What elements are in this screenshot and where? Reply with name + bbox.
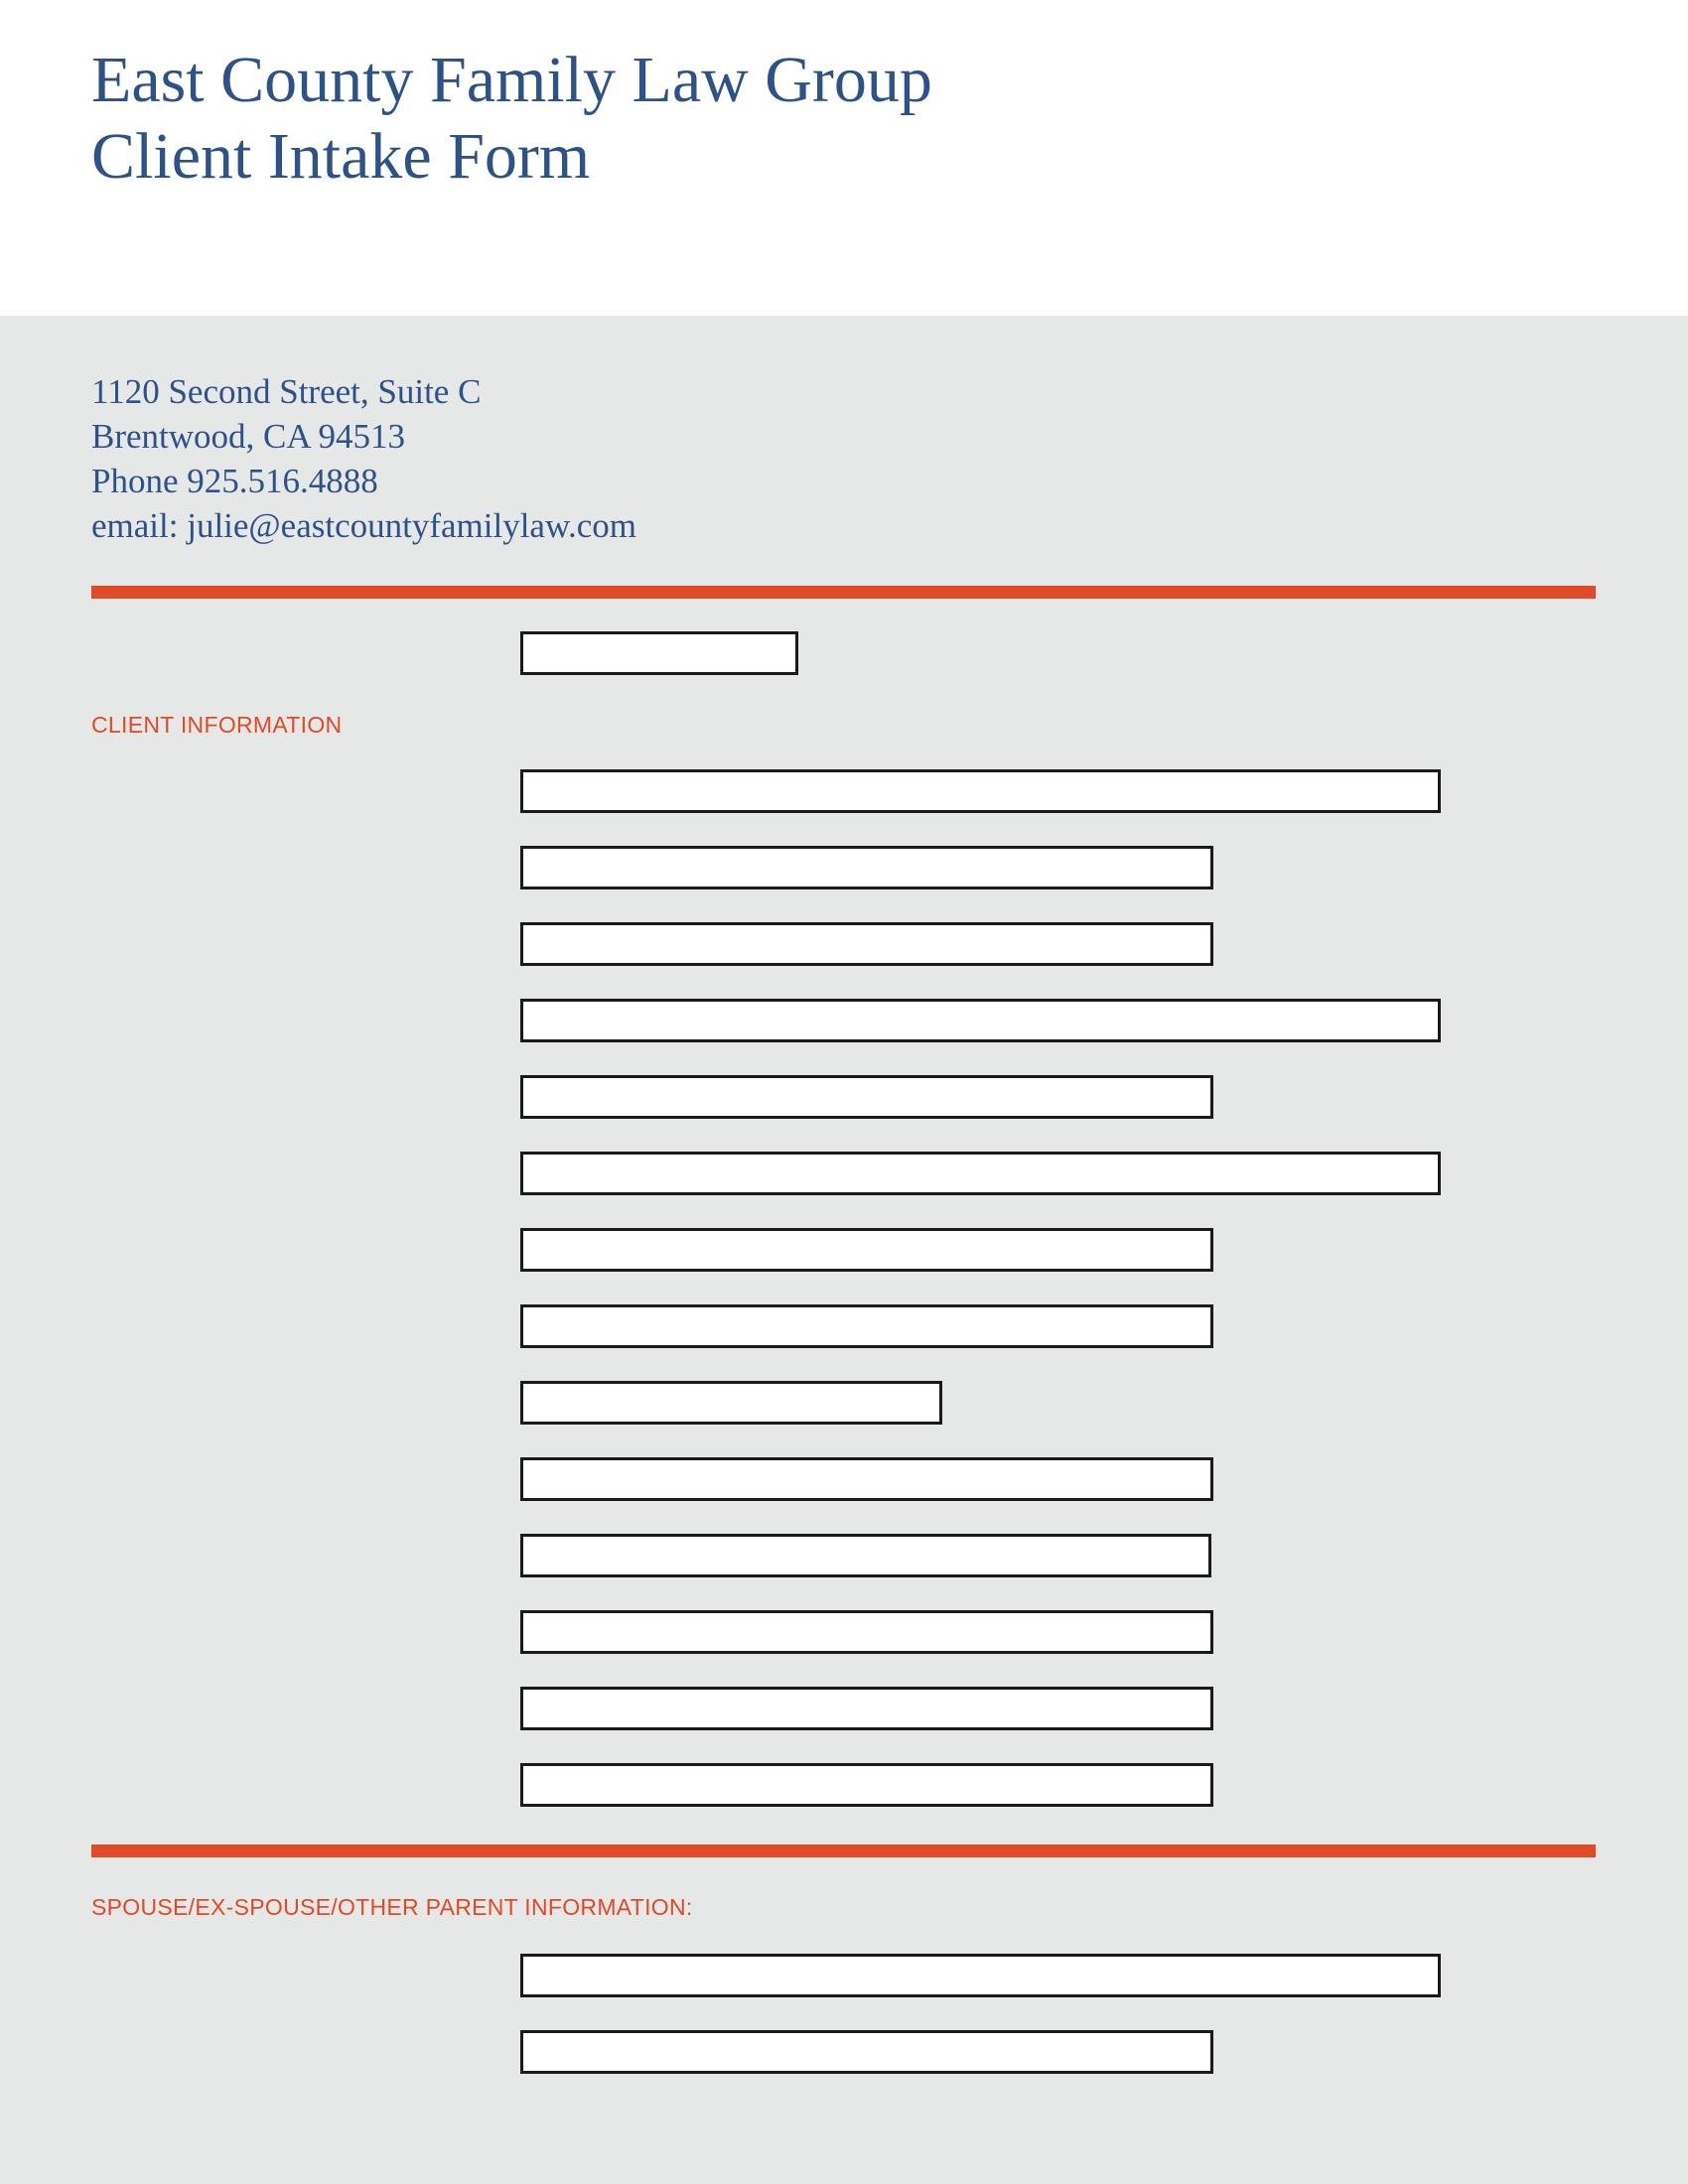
section-divider (91, 586, 1596, 599)
client-work-phone-input[interactable] (520, 1457, 1213, 1501)
phone-number: Phone 925.516.4888 (91, 462, 378, 500)
spouse-address-input[interactable] (520, 2030, 1213, 2074)
client-city-state-zip-input[interactable] (520, 922, 1213, 966)
client-home-phone-input[interactable] (520, 1075, 1213, 1119)
client-email-input[interactable] (520, 1152, 1441, 1195)
client-address-input[interactable] (520, 846, 1213, 889)
spouse-name-input[interactable] (520, 1954, 1441, 1997)
form-title: Client Intake Form (91, 120, 591, 193)
client-occupation-input[interactable] (520, 1381, 942, 1425)
client-marriage-date-input[interactable] (520, 1610, 1213, 1654)
email-address: email: julie@eastcountyfamilylaw.com (91, 506, 636, 545)
client-separation-date-input[interactable] (520, 1687, 1213, 1730)
city-state-zip: Brentwood, CA 94513 (91, 417, 405, 456)
street-address: 1120 Second Street, Suite C (91, 372, 482, 411)
client-info-heading: CLIENT INFORMATION (91, 712, 343, 738)
client-ssn-input[interactable] (520, 1228, 1213, 1272)
firm-name: East County Family Law Group (91, 44, 932, 116)
client-income-input[interactable] (520, 1534, 1211, 1577)
section-divider (91, 1844, 1596, 1857)
client-employer-input[interactable] (520, 1304, 1213, 1348)
date-input[interactable] (520, 631, 798, 675)
client-birth-input[interactable] (520, 1763, 1213, 1807)
contact-block (91, 369, 636, 548)
client-name-input[interactable] (520, 769, 1441, 813)
client-cell-phone-input[interactable] (520, 999, 1441, 1042)
spouse-info-heading: SPOUSE/EX-SPOUSE/OTHER PARENT INFORMATION: (91, 1894, 693, 1920)
page-title (91, 42, 932, 195)
form-header (0, 0, 1688, 316)
